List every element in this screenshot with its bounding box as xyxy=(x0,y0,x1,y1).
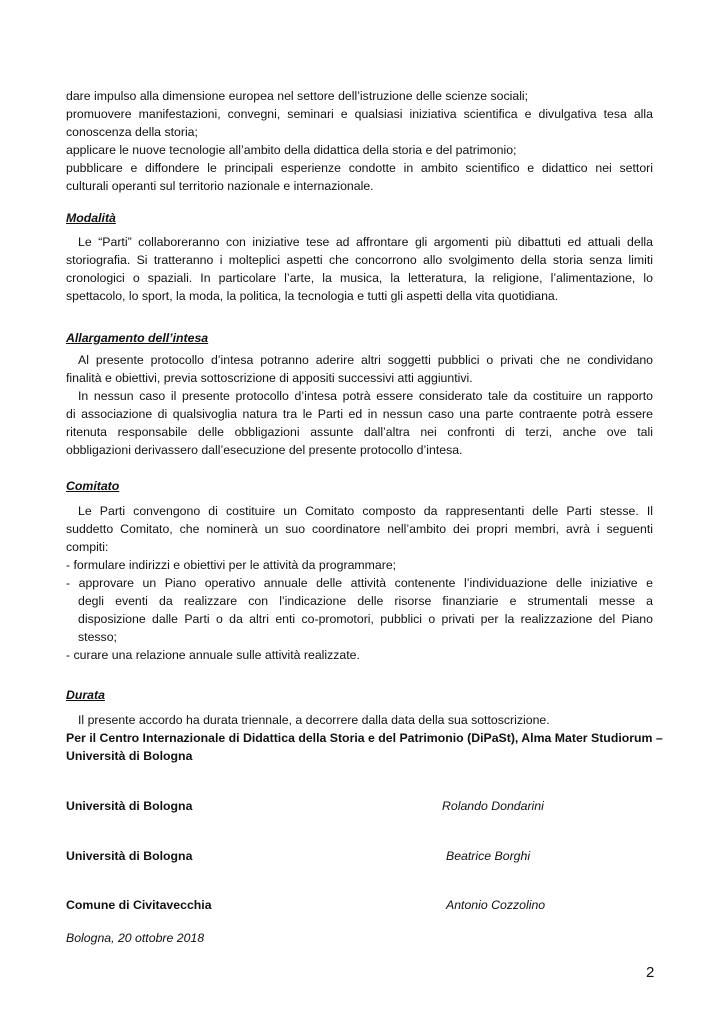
list-item-continuation: degli eventi da realizzare con l’indicazione delle risorse finanziarie e strumentali messe a xyxy=(78,594,653,608)
list-item: - approvare un Piano operativo annuale delle attività contenente l’individuazione delle iniziative e xyxy=(66,576,653,590)
section-heading-comitato: Comitato xyxy=(66,479,120,493)
list-item-continuation: disposizione dalle Parti o da altri enti co-promotori, pubblici o privati per la realizzazione del Piano xyxy=(78,612,653,626)
intro-line: pubblicare e diffondere le principali esperienze condotte in ambito scientifico e didattico nei settori xyxy=(66,161,653,175)
page-number: 2 xyxy=(646,964,655,981)
signatory-name: Rolando Dondarini xyxy=(442,799,544,813)
paragraph-line: suddetto Comitato, che nominerà un suo coordinatore nell’ambito dei propri membri, avrà i seguenti xyxy=(66,522,653,536)
list-item: - curare una relazione annuale sulle attività realizzate. xyxy=(66,648,360,662)
paragraph-line: spettacolo, lo sport, la moda, la politica, la tecnologia e tutti gli aspetti della vita quotidiana. xyxy=(66,289,559,303)
intro-line: conoscenza della storia; xyxy=(66,125,198,139)
paragraph-line: Al presente protocollo d’intesa potranno aderire altri soggetti pubblici o privati che ne condividano xyxy=(78,353,653,367)
paragraph-line: obbligazioni derivassero dall’esecuzione del presente protocollo d’intesa. xyxy=(66,443,463,457)
signatory-institution: Università di Bologna xyxy=(66,849,193,863)
intro-line: dare impulso alla dimensione europea nel settore dell’istruzione delle scienze sociali; xyxy=(66,89,529,103)
intro-line: culturali operanti sul territorio nazionale e internazionale. xyxy=(66,179,374,193)
list-item: - formulare indirizzi e obiettivi per le attività da programmare; xyxy=(66,558,397,572)
section-heading-modalita: Modalità xyxy=(66,211,116,225)
center-line: Per il Centro Internazionale di Didattica della Storia e del Patrimonio (DiPaSt), Alma Mater Studiorum – xyxy=(66,731,663,745)
section-heading-durata: Durata xyxy=(66,688,105,702)
paragraph-line: storiografia. Si tratteranno i molteplici aspetti che concorrono allo svolgimento della storia senza limiti xyxy=(66,253,653,267)
signatory-name: Beatrice Borghi xyxy=(446,849,531,863)
paragraph-line: finalità e obiettivi, previa sottoscrizione di appositi successivi atti aggiuntivi. xyxy=(66,371,473,385)
paragraph-line: di associazione di qualsivoglia natura tra le Parti ed in nessun caso una parte contraente potrà essere xyxy=(66,407,653,421)
section-heading-allargamento: Allargamento dell’intesa xyxy=(66,331,209,345)
paragraph-line: In nessun caso il presente protocollo d’intesa potrà essere considerato tale da costituire un rapporto xyxy=(78,389,653,403)
signatory-institution: Comune di Civitavecchia xyxy=(66,898,212,912)
center-line: Università di Bologna xyxy=(66,749,193,763)
paragraph-line: Le Parti convengono di costituire un Comitato composto da rappresentanti delle Parti stesse. Il xyxy=(78,504,653,518)
paragraph-line: cronologici o spaziali. In particolare l’arte, la musica, la letteratura, la religione, l’alimentazione, lo xyxy=(66,271,653,285)
intro-line: applicare le nuove tecnologie all’ambito della didattica della storia e del patrimonio; xyxy=(66,143,517,157)
signatory-name: Antonio Cozzolino xyxy=(446,898,546,912)
paragraph-line: compiti: xyxy=(66,540,109,554)
paragraph-line: Il presente accordo ha durata triennale, a decorrere dalla data della sua sottoscrizione. xyxy=(78,713,550,727)
paragraph-line: Le “Parti” collaboreranno con iniziative tese ad affrontare gli argomenti più dibattuti ed attuali della xyxy=(78,235,653,249)
place-date: Bologna, 20 ottobre 2018 xyxy=(66,931,205,945)
intro-line: promuovere manifestazioni, convegni, seminari e qualsiasi iniziativa scientifica e divulgativa tesa alla xyxy=(66,107,653,121)
list-item-continuation: stesso; xyxy=(78,630,117,644)
signatory-institution: Università di Bologna xyxy=(66,799,193,813)
paragraph-line: ritenuta responsabile delle obbligazioni assunte dall’altra nei confronti di terzi, anche ove tali xyxy=(66,425,653,439)
